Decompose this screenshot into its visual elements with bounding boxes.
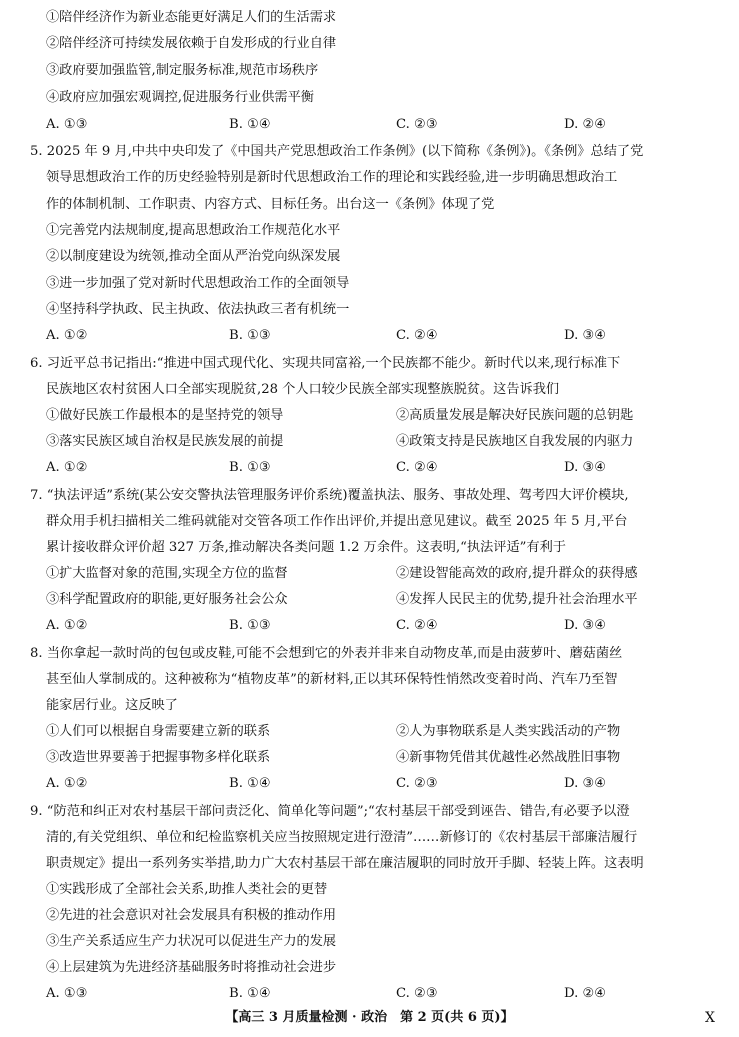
q4-answer-b: B. ①④ xyxy=(229,117,271,132)
q5-option-2: ②以制度建设为统领,推动全面从严治党向纵深发展 xyxy=(46,249,341,264)
q9-option-2: ②先进的社会意识对社会发展具有积极的推动作用 xyxy=(46,908,337,923)
q4-option-1: ①陪伴经济作为新业态能更好满足人们的生活需求 xyxy=(46,10,337,25)
q5-option-4: ④坚持科学执政、民主执政、依法执政三者有机统一 xyxy=(46,302,350,317)
q7-stem-line-2: 群众用手机扫描相关二维码就能对交管各项工作作出评价,并提出意见建议。截至 2025 年 5 月,平台 xyxy=(46,514,628,529)
q6-option-3: ③落实民族区域自治权是民族发展的前提 xyxy=(46,434,284,449)
q5-stem-line-3: 作的体制机制、工作职责、内容方式、目标任务。出台这一《条例》体现了党 xyxy=(46,197,495,212)
q8-option-4: ④新事物凭借其优越性必然战胜旧事物 xyxy=(396,750,621,765)
q8-stem-line-1: 8. 当你拿起一款时尚的包包或皮鞋,可能不会想到它的外表并非来自动物皮革,而是由菠萝叶、蘑菇菌丝 xyxy=(30,646,623,661)
q5-option-1: ①完善党内法规制度,提高思想政治工作规范化水平 xyxy=(46,223,341,238)
q4-answer-c: C. ②③ xyxy=(396,117,438,132)
page-footer xyxy=(0,1006,739,1030)
q4-option-3: ③政府要加强监管,制定服务标准,规范市场秩序 xyxy=(46,63,319,78)
q7-option-4: ④发挥人民民主的优势,提升社会治理水平 xyxy=(396,592,638,607)
q6-answer-c: C. ②④ xyxy=(396,460,438,475)
q8-option-3: ③改造世界要善于把握事物多样化联系 xyxy=(46,750,271,765)
q6-answer-a: A. ①② xyxy=(46,460,88,475)
q9-answer-d: D. ②④ xyxy=(564,986,607,1001)
q4-answer-d: D. ②④ xyxy=(564,117,607,132)
q7-option-1: ①扩大监督对象的范围,实现全方位的监督 xyxy=(46,566,288,581)
q5-answer-c: C. ②④ xyxy=(396,328,438,343)
q6-answer-b: B. ①③ xyxy=(229,460,271,475)
q8-option-2: ②人为事物联系是人类实践活动的产物 xyxy=(396,724,621,739)
q4-answer-a: A. ①③ xyxy=(46,117,88,132)
q6-option-1: ①做好民族工作最根本的是坚持党的领导 xyxy=(46,408,284,423)
q7-option-2: ②建设智能高效的政府,提升群众的获得感 xyxy=(396,566,638,581)
q9-stem-line-2: 清的,有关党组织、单位和纪检监察机关应当按照规定进行澄清”……新修订的《农村基层干部廉洁履行 xyxy=(46,830,638,845)
q8-option-1: ①人们可以根据自身需要建立新的联系 xyxy=(46,724,271,739)
q8-answer-a: A. ①② xyxy=(46,776,88,791)
q5-answer-a: A. ①② xyxy=(46,328,88,343)
q4-option-4: ④政府应加强宏观调控,促进服务行业供需平衡 xyxy=(46,90,314,105)
q6-option-2: ②高质量发展是解决好民族问题的总钥匙 xyxy=(396,408,634,423)
q5-answer-b: B. ①③ xyxy=(229,328,271,343)
q5-stem-line-2: 领导思想政治工作的历史经验特别是新时代思想政治工作的理论和实践经验,进一步明确思想政治工 xyxy=(46,170,618,185)
q7-answer-d: D. ③④ xyxy=(564,618,607,633)
q7-stem-line-1: 7. “执法评适”系统(某公安交警执法管理服务评价系统)覆盖执法、服务、事故处理、驾考四大评价模块, xyxy=(30,488,629,503)
q9-option-3: ③生产关系适应生产力状况可以促进生产力的发展 xyxy=(46,934,337,949)
q7-option-3: ③科学配置政府的职能,更好服务社会公众 xyxy=(46,592,288,607)
q9-option-1: ①实践形成了全部社会关系,助推人类社会的更替 xyxy=(46,882,328,897)
q8-answer-c: C. ②③ xyxy=(396,776,438,791)
q9-stem-line-1: 9. “防范和纠正对农村基层干部问责泛化、简单化等问题”;“农村基层干部受到诬告、错告,有必要予以澄 xyxy=(30,804,630,819)
q8-stem-line-3: 能家居行业。这反映了 xyxy=(46,698,178,713)
q7-answer-b: B. ①③ xyxy=(229,618,271,633)
footer-page-info: 【高三 3 月质量检测 · 政治 第 2 页(共 6 页)】 xyxy=(225,1010,514,1025)
q9-answer-c: C. ②③ xyxy=(396,986,438,1001)
q9-stem-line-3: 职责规定》提出一系列务实举措,助力广大农村基层干部在廉洁履职的同时放开手脚、轻装上阵。这表明 xyxy=(46,856,644,871)
q8-answer-d: D. ③④ xyxy=(564,776,607,791)
q6-option-4: ④政策支持是民族地区自我发展的内驱力 xyxy=(396,434,634,449)
q9-answer-b: B. ①④ xyxy=(229,986,271,1001)
q7-answer-a: A. ①② xyxy=(46,618,88,633)
q8-answer-b: B. ①④ xyxy=(229,776,271,791)
q9-option-4: ④上层建筑为先进经济基础服务时将推动社会进步 xyxy=(46,960,337,975)
q5-stem-line-1: 5. 2025 年 9 月,中共中央印发了《中国共产党思想政治工作条例》(以下简称《条例》)。《条例》总结了党 xyxy=(30,144,644,159)
q5-option-3: ③进一步加强了党对新时代思想政治工作的全面领导 xyxy=(46,276,350,291)
q7-answer-c: C. ②④ xyxy=(396,618,438,633)
q4-option-2: ②陪伴经济可持续发展依赖于自发形成的行业自律 xyxy=(46,36,337,51)
q5-answer-d: D. ③④ xyxy=(564,328,607,343)
q9-answer-a: A. ①③ xyxy=(46,986,88,1001)
q6-stem-line-2: 民族地区农村贫困人口全部实现脱贫,28 个人口较少民族全部实现整族脱贫。这告诉我们 xyxy=(46,382,560,397)
q7-stem-line-3: 累计接收群众评价超 327 万条,推动解决各类问题 1.2 万余件。这表明,“执法评适”有利于 xyxy=(46,540,566,555)
footer-mark: X xyxy=(705,1010,715,1026)
q6-stem-line-1: 6. 习近平总书记指出:“推进中国式现代化、实现共同富裕,一个民族都不能少。新时代以来,现行标准下 xyxy=(30,356,621,371)
q8-stem-line-2: 甚至仙人掌制成的。这种被称为“植物皮革”的新材料,正以其环保特性悄然改变着时尚、汽车乃至智 xyxy=(46,672,618,687)
q6-answer-d: D. ③④ xyxy=(564,460,607,475)
